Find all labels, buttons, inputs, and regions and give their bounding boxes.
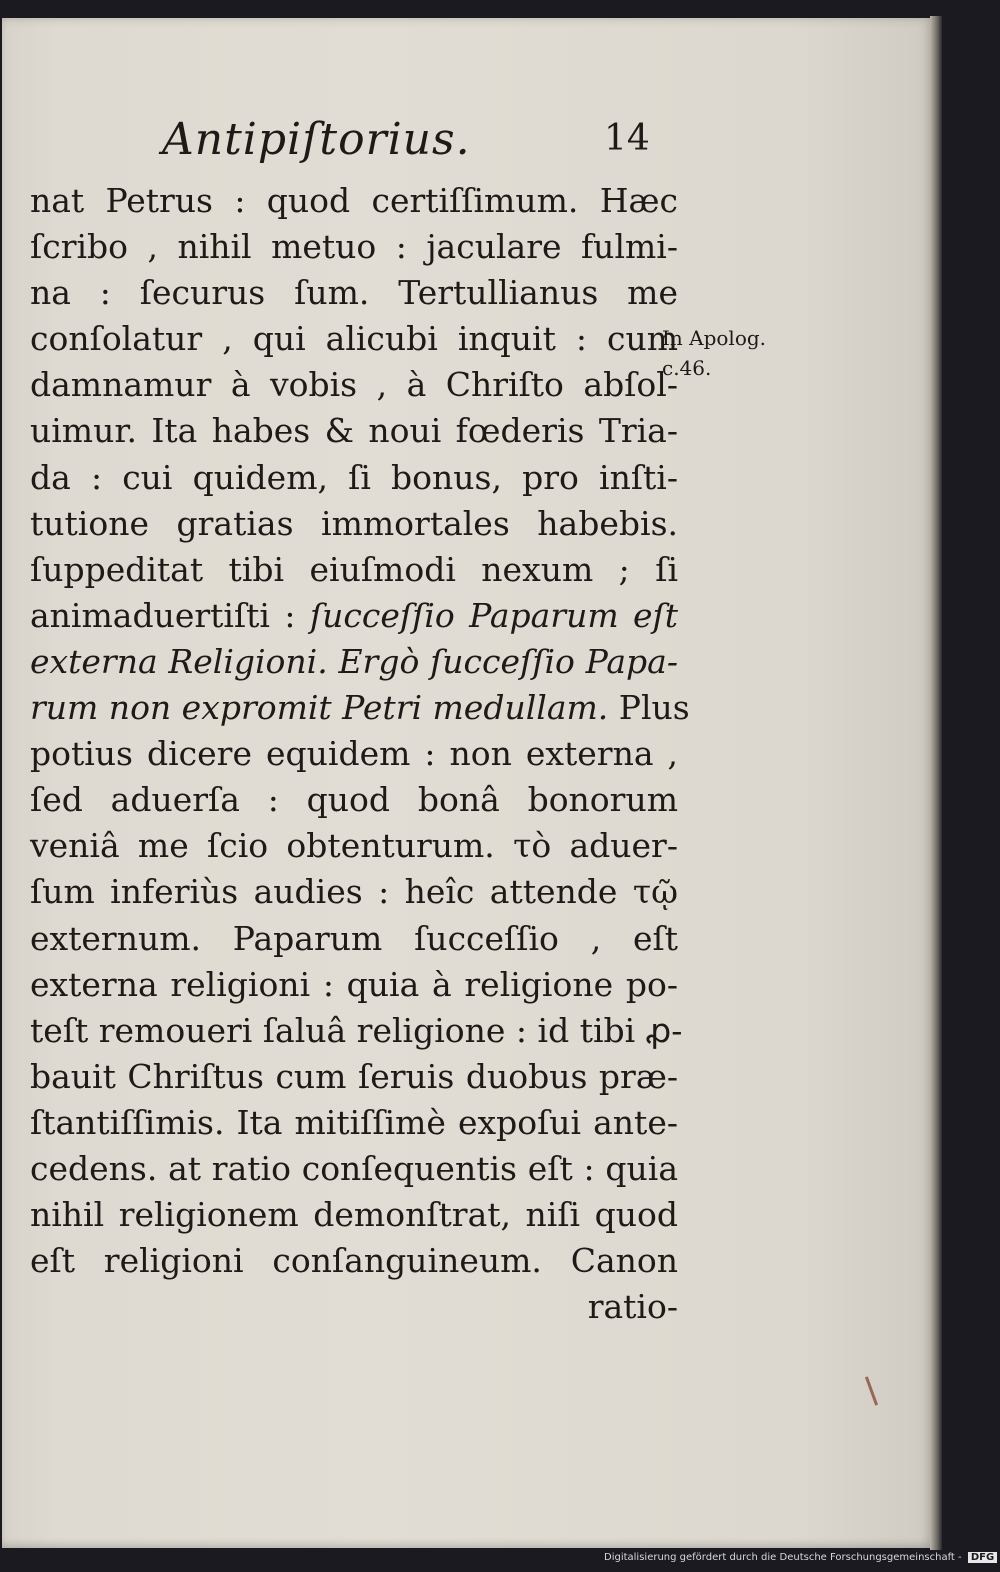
text-line <box>30 869 678 915</box>
running-title: Antipiſtorius. <box>162 114 471 165</box>
text-line <box>30 962 678 1008</box>
margin-note-line: c.46. <box>662 356 712 380</box>
text-line <box>30 408 678 454</box>
text-line <box>30 362 678 408</box>
page-edge <box>930 16 942 1550</box>
text-segment: externum. Paparum ſucceſſio , eſt <box>30 918 678 958</box>
ink-stain <box>865 1376 878 1405</box>
text-line <box>30 178 678 224</box>
text-segment: bauit Chriſtus cum ſeruis duobus præ- <box>30 1056 678 1096</box>
italic-segment: rum non expromit Petri medullam. <box>30 688 609 728</box>
text-line <box>30 1054 678 1100</box>
text-segment: nat Petrus : quod certiſſimum. Hæc <box>30 181 678 220</box>
text-segment: ſuppeditat tibi eiuſmodi nexum ; ſi <box>30 549 678 589</box>
text-segment: conſolatur , qui alicubi inquit : cum <box>30 319 678 359</box>
dfg-logo: DFG <box>968 1552 997 1563</box>
text-line <box>30 547 678 593</box>
page-header <box>162 114 662 174</box>
text-segment: teſt remoueri ſaluâ religione : id tibi ꝓ- <box>30 1010 683 1050</box>
text-line <box>30 270 678 316</box>
text-line <box>30 316 678 362</box>
text-segment: na : ſecurus ſum. Tertullianus me <box>30 273 678 313</box>
text-segment: ſtantiſſimis. Ita mitiſſimè expoſui ante- <box>30 1102 678 1142</box>
margin-note-line: In Apolog. <box>662 326 767 350</box>
text-line <box>30 823 678 869</box>
text-line <box>30 593 678 639</box>
text-line <box>30 731 678 777</box>
text-segment: nihil religionem demonſtrat, niſi quod <box>30 1195 678 1235</box>
text-segment: potius dicere equidem : non externa , <box>30 734 678 774</box>
text-segment: ſed aduerſa : quod bonâ bonorum <box>30 780 678 820</box>
text-line <box>30 1238 678 1284</box>
text-line <box>30 224 678 270</box>
text-segment: damnamur à vobis , à Chriſto abſol- <box>30 365 678 405</box>
text-segment: tutione gratias immortales habebis. <box>30 503 678 543</box>
credit-text: Digitalisierung gefördert durch die Deutsche Forschungsgemeinschaft - <box>604 1552 962 1563</box>
text-segment: ſcribo , nihil metuo : jaculare fulmi- <box>30 227 678 267</box>
text-line <box>30 777 678 823</box>
text-line <box>30 501 678 547</box>
text-segment: da : cui quidem, ſi bonus, pro inſti- <box>30 457 678 497</box>
text-segment: uimur. Ita habes & noui fœderis Tria- <box>30 411 678 451</box>
italic-segment: ſucceſſio Paparum eſt <box>309 595 679 635</box>
text-segment: veniâ me ſcio obtenturum. τὸ aduer- <box>30 826 678 866</box>
page-number: 14 <box>604 118 650 159</box>
text-line <box>30 1146 678 1192</box>
text-segment: ſum inferiùs audies : heîc attende τῷ <box>30 872 678 912</box>
text-segment: eſt religioni conſanguineum. Canon <box>30 1241 678 1281</box>
text-line <box>30 1192 678 1238</box>
book-page <box>2 18 934 1548</box>
text-line <box>30 455 678 501</box>
text-segment: cedens. at ratio conſequentis eſt : quia <box>30 1148 678 1188</box>
text-line <box>30 1100 678 1146</box>
digitization-credit <box>604 1552 997 1563</box>
text-segment: Plus <box>608 688 690 728</box>
text-segment: externa religioni : quia à religione po- <box>30 964 678 1004</box>
margin-note <box>662 323 802 383</box>
text-segment: animaduertiſti : <box>30 595 310 635</box>
text-line <box>30 685 690 731</box>
text-segment: ratio- <box>587 1287 678 1327</box>
text-line <box>30 916 678 962</box>
italic-segment: externa Religioni. Ergò ſucceſſio Papa- <box>30 641 678 681</box>
text-line <box>30 639 678 685</box>
text-line <box>30 1008 683 1054</box>
text-line <box>30 1284 678 1330</box>
